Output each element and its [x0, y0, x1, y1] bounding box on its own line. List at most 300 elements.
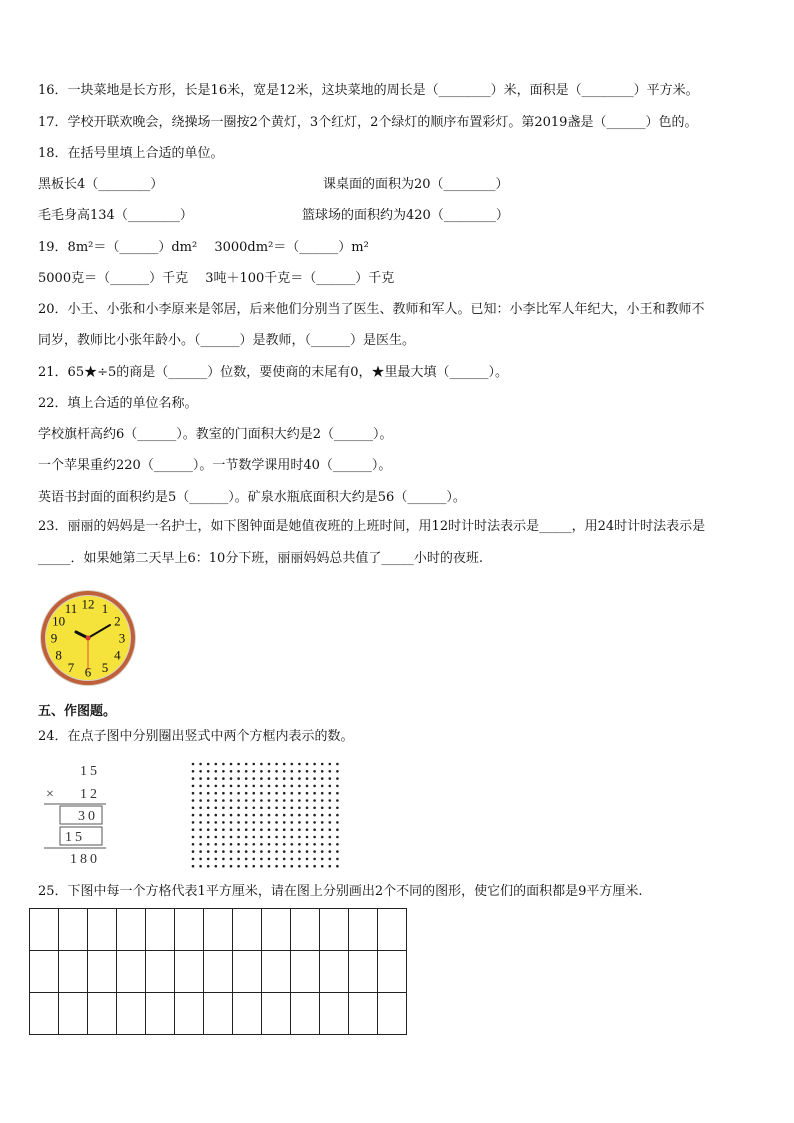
- grid-cell[interactable]: [262, 951, 291, 993]
- grid-dot: [306, 799, 309, 802]
- grid-dot: [275, 799, 278, 802]
- grid-dot: [313, 843, 316, 846]
- grid-dot: [199, 763, 202, 766]
- grid-dot: [329, 828, 332, 831]
- grid-dot: [260, 858, 263, 861]
- grid-dot: [207, 828, 210, 831]
- grid-dot: [192, 828, 195, 831]
- grid-dot: [268, 777, 271, 780]
- grid-dot: [222, 814, 225, 817]
- grid-dot: [268, 799, 271, 802]
- grid-dot: [283, 836, 286, 839]
- grid-dot: [298, 836, 301, 839]
- grid-dot: [298, 763, 301, 766]
- grid-dot: [329, 807, 332, 810]
- grid-dot: [336, 858, 339, 861]
- grid-cell[interactable]: [30, 993, 59, 1035]
- grid-dot: [199, 821, 202, 824]
- grid-cell[interactable]: [378, 909, 407, 951]
- grid-dot: [313, 828, 316, 831]
- grid-cell[interactable]: [349, 951, 378, 993]
- grid-dot: [245, 836, 248, 839]
- grid-dot: [245, 828, 248, 831]
- grid-dot: [199, 777, 202, 780]
- grid-dot: [268, 785, 271, 788]
- grid-dot: [283, 850, 286, 853]
- grid-dot: [207, 770, 210, 773]
- question-18-d: 篮球场的面积约为420（________）: [302, 208, 509, 223]
- grid-dot: [329, 858, 332, 861]
- grid-dot: [321, 777, 324, 780]
- grid-dot: [207, 792, 210, 795]
- question-21: 21．65★÷5的商是（______）位数，要使商的末尾有0，★里最大填（______）。: [38, 365, 509, 380]
- grid-cell[interactable]: [146, 909, 175, 951]
- question-18-b: 课桌面的面积为20（________）: [323, 177, 509, 192]
- grid-dot: [306, 763, 309, 766]
- clock-number: 5: [101, 659, 109, 675]
- grid-cell[interactable]: [262, 993, 291, 1035]
- grid-dot: [192, 792, 195, 795]
- grid-dot: [291, 792, 294, 795]
- grid-dot: [329, 821, 332, 824]
- grid-dot: [291, 821, 294, 824]
- grid-dot: [306, 770, 309, 773]
- question-20-b: 同岁，教师比小张年龄小。（______）是教师，（______）是医生。: [38, 333, 416, 348]
- grid-dot: [283, 799, 286, 802]
- grid-dot: [298, 807, 301, 810]
- grid-dot: [199, 814, 202, 817]
- grid-dot: [291, 785, 294, 788]
- grid-dot: [298, 799, 301, 802]
- clock-number: 6: [84, 664, 92, 680]
- grid-dot: [207, 843, 210, 846]
- grid-dot: [306, 785, 309, 788]
- grid-dot: [275, 828, 278, 831]
- grid-dot: [313, 763, 316, 766]
- grid-dot: [222, 792, 225, 795]
- grid-dot: [215, 792, 218, 795]
- grid-dot: [237, 763, 240, 766]
- grid-dot: [268, 843, 271, 846]
- grid-dot: [230, 814, 233, 817]
- grid-dot: [321, 821, 324, 824]
- grid-dot: [192, 843, 195, 846]
- grid-dot: [237, 821, 240, 824]
- grid-cell[interactable]: [291, 993, 320, 1035]
- grid-dot: [306, 836, 309, 839]
- grid-dot: [215, 770, 218, 773]
- grid-dot: [199, 799, 202, 802]
- grid-dot: [291, 777, 294, 780]
- grid-cell[interactable]: [146, 951, 175, 993]
- grid-dot: [306, 814, 309, 817]
- clock-center: [86, 636, 91, 641]
- grid-dot: [275, 858, 278, 861]
- grid-dot: [215, 850, 218, 853]
- grid-cell[interactable]: [30, 909, 59, 951]
- grid-dot: [336, 807, 339, 810]
- grid-dot: [275, 821, 278, 824]
- grid-dot: [283, 807, 286, 810]
- grid-cell[interactable]: [59, 909, 88, 951]
- grid-dot: [298, 828, 301, 831]
- grid-dot: [329, 785, 332, 788]
- grid-dot: [237, 777, 240, 780]
- grid-cell[interactable]: [59, 951, 88, 993]
- grid-dot: [298, 770, 301, 773]
- grid-dot: [329, 843, 332, 846]
- grid-dot: [253, 828, 256, 831]
- grid-dot: [245, 792, 248, 795]
- grid-dot: [313, 792, 316, 795]
- grid-dot: [336, 792, 339, 795]
- grid-cell[interactable]: [378, 993, 407, 1035]
- section-5-title: 五、作图题。: [38, 704, 117, 719]
- grid-dot: [245, 770, 248, 773]
- grid-dot: [215, 865, 218, 868]
- grid-dot: [230, 858, 233, 861]
- grid-dot: [192, 836, 195, 839]
- grid-dot: [336, 836, 339, 839]
- grid-dot: [336, 785, 339, 788]
- grid-cell[interactable]: [204, 993, 233, 1035]
- grid-cell[interactable]: [175, 951, 204, 993]
- grid-cell[interactable]: [204, 909, 233, 951]
- grid-dot: [215, 836, 218, 839]
- question-22-title: 22．填上合适的单位名称。: [38, 396, 198, 411]
- grid-cell[interactable]: [88, 909, 117, 951]
- grid-dot: [275, 814, 278, 817]
- grid-dot: [291, 850, 294, 853]
- grid-dot: [207, 807, 210, 810]
- grid-cell[interactable]: [320, 909, 349, 951]
- grid-dot: [275, 836, 278, 839]
- grid-dot: [313, 836, 316, 839]
- question-17: 17．学校开联欢晚会，绕操场一圈按2个黄灯，3个红灯，2个绿灯的顺序布置彩灯。第2019盏是（______）色的。: [38, 115, 698, 130]
- grid-dot: [260, 807, 263, 810]
- grid-dot: [237, 792, 240, 795]
- grid-dot: [336, 821, 339, 824]
- grid-dot: [207, 858, 210, 861]
- mult-bottom: 12: [80, 787, 100, 802]
- grid-cell[interactable]: [291, 951, 320, 993]
- grid-dot: [336, 865, 339, 868]
- grid-cell[interactable]: [349, 993, 378, 1035]
- grid-dot: [199, 850, 202, 853]
- grid-dot: [275, 843, 278, 846]
- grid-dot: [283, 792, 286, 795]
- grid-dot: [192, 821, 195, 824]
- grid-dot: [215, 785, 218, 788]
- grid-dot: [237, 843, 240, 846]
- grid-dot: [268, 850, 271, 853]
- grid-dot: [291, 770, 294, 773]
- grid-dot: [283, 777, 286, 780]
- grid-dot: [207, 836, 210, 839]
- grid-dot: [207, 850, 210, 853]
- grid-dot: [192, 777, 195, 780]
- grid-dot: [199, 828, 202, 831]
- grid-dot: [237, 785, 240, 788]
- grid-dot: [260, 828, 263, 831]
- question-22-b: 一个苹果重约220（______）。一节数学课用时40（______）。: [38, 458, 392, 473]
- question-24: 24．在点子图中分别圈出竖式中两个方框内表示的数。: [38, 729, 354, 744]
- grid-dot: [275, 807, 278, 810]
- grid-dot: [245, 814, 248, 817]
- grid-dot: [222, 799, 225, 802]
- grid-dot: [298, 814, 301, 817]
- grid-dot: [275, 777, 278, 780]
- grid-dot: [306, 850, 309, 853]
- grid-dot: [336, 843, 339, 846]
- grid-dot: [283, 858, 286, 861]
- grid-dot: [291, 807, 294, 810]
- grid-dot: [268, 865, 271, 868]
- grid-dot: [306, 858, 309, 861]
- grid-dot: [306, 821, 309, 824]
- grid-dot: [283, 843, 286, 846]
- grid-dot: [237, 799, 240, 802]
- grid-dot: [321, 836, 324, 839]
- grid-dot: [283, 785, 286, 788]
- dot-grid[interactable]: [190, 761, 340, 869]
- grid-dot: [313, 865, 316, 868]
- question-18-title: 18．在括号里填上合适的单位。: [38, 146, 224, 161]
- grid-dot: [329, 763, 332, 766]
- grid-dot: [253, 785, 256, 788]
- grid-dot: [230, 785, 233, 788]
- grid-dot: [268, 792, 271, 795]
- grid-dot: [253, 799, 256, 802]
- mult-top: 15: [80, 764, 100, 779]
- grid-cell[interactable]: [320, 993, 349, 1035]
- grid-dot: [336, 799, 339, 802]
- grid-dot: [215, 807, 218, 810]
- grid-dot: [245, 807, 248, 810]
- grid-dot: [192, 807, 195, 810]
- clock-number: 8: [55, 647, 62, 663]
- grid-dot: [268, 828, 271, 831]
- grid-dot: [283, 821, 286, 824]
- grid-dot: [306, 828, 309, 831]
- grid-dot: [291, 814, 294, 817]
- grid-dot: [230, 821, 233, 824]
- grid-dot: [260, 785, 263, 788]
- grid-dot: [283, 828, 286, 831]
- grid-dot: [245, 799, 248, 802]
- grid-dot: [222, 865, 225, 868]
- grid-cell[interactable]: [262, 909, 291, 951]
- grid-cell[interactable]: [349, 909, 378, 951]
- grid-dot: [230, 763, 233, 766]
- grid-dot: [207, 799, 210, 802]
- grid-dot: [275, 763, 278, 766]
- grid-dot: [253, 777, 256, 780]
- grid-dot: [313, 785, 316, 788]
- grid-cell[interactable]: [88, 993, 117, 1035]
- grid-dot: [215, 763, 218, 766]
- grid-dot: [291, 828, 294, 831]
- grid-dot: [260, 850, 263, 853]
- grid-cell[interactable]: [175, 993, 204, 1035]
- question-22-c: 英语书封面的面积约是5（______）。矿泉水瓶底面积大约是56（______）。: [38, 490, 466, 505]
- grid-cell[interactable]: [59, 993, 88, 1035]
- grid-cell[interactable]: [175, 909, 204, 951]
- grid-dot: [215, 828, 218, 831]
- grid-dot: [253, 858, 256, 861]
- grid-dot: [192, 850, 195, 853]
- grid-dot: [313, 770, 316, 773]
- grid-dot: [306, 865, 309, 868]
- grid-dot: [199, 792, 202, 795]
- grid-cell[interactable]: [233, 951, 262, 993]
- grid-dot: [222, 828, 225, 831]
- grid-dot: [313, 814, 316, 817]
- grid-dot: [207, 763, 210, 766]
- mult-sign: ×: [46, 787, 54, 802]
- grid-dot: [222, 836, 225, 839]
- grid-dot: [275, 850, 278, 853]
- clock-number: 10: [52, 613, 66, 629]
- grid-dot: [275, 770, 278, 773]
- grid-dot: [207, 821, 210, 824]
- grid-dot: [192, 785, 195, 788]
- grid-dot: [336, 770, 339, 773]
- clock-number: 4: [114, 647, 121, 663]
- grid-dot: [237, 770, 240, 773]
- grid-dot: [207, 777, 210, 780]
- grid-dot: [245, 763, 248, 766]
- grid-dot: [321, 792, 324, 795]
- question-19-a: 19．8m²＝（______）dm² 3000dm²＝（______）m²: [38, 240, 369, 255]
- mult-result: 180: [70, 852, 100, 867]
- question-25: 25．下图中每一个方格代表1平方厘米，请在图上分别画出2个不同的图形，使它们的面积都是9平方厘米.: [38, 884, 643, 899]
- question-23-a: 23．丽丽的妈妈是一名护士，如下图钟面是她值夜班的上班时间，用12时计时法表示是_____，用24时计时法表示是: [38, 519, 706, 534]
- grid-dot: [260, 821, 263, 824]
- grid-dot: [230, 850, 233, 853]
- grid-dot: [298, 865, 301, 868]
- question-20-a: 20．小王、小张和小李原来是邻居，后来他们分别当了医生、教师和军人。已知：小李比军人年纪大，小王和教师不: [38, 302, 705, 317]
- grid-dot: [253, 763, 256, 766]
- grid-dot: [313, 858, 316, 861]
- grid-dot: [291, 799, 294, 802]
- grid-dot: [245, 850, 248, 853]
- grid-dot: [260, 792, 263, 795]
- grid-cell[interactable]: [117, 951, 146, 993]
- clock-number: 2: [114, 613, 121, 629]
- grid-dot: [268, 770, 271, 773]
- grid-dot: [275, 785, 278, 788]
- grid-dot: [222, 763, 225, 766]
- grid-cell[interactable]: [117, 993, 146, 1035]
- grid-cell[interactable]: [146, 993, 175, 1035]
- grid-dot: [291, 858, 294, 861]
- grid-dot: [321, 785, 324, 788]
- grid-dot: [192, 770, 195, 773]
- grid-dot: [321, 858, 324, 861]
- grid-dot: [260, 836, 263, 839]
- grid-dot: [199, 865, 202, 868]
- grid-dot: [237, 814, 240, 817]
- grid-dot: [245, 785, 248, 788]
- clock-number: 12: [81, 596, 95, 612]
- grid-cell[interactable]: [204, 951, 233, 993]
- grid-cell[interactable]: [291, 909, 320, 951]
- grid-cell[interactable]: [117, 909, 146, 951]
- clock-number: 9: [50, 630, 58, 646]
- question-23-b: _____．如果她第二天早上6：10分下班，丽丽妈妈总共值了_____小时的夜班.: [38, 551, 483, 566]
- grid-dot: [306, 843, 309, 846]
- grid-dot: [207, 814, 210, 817]
- grid-dot: [199, 770, 202, 773]
- square-grid[interactable]: [29, 908, 409, 1036]
- grid-dot: [329, 850, 332, 853]
- grid-cell[interactable]: [320, 951, 349, 993]
- grid-dot: [336, 777, 339, 780]
- grid-cell[interactable]: [30, 951, 59, 993]
- grid-dot: [230, 865, 233, 868]
- grid-dot: [215, 777, 218, 780]
- grid-dot: [230, 836, 233, 839]
- grid-dot: [230, 807, 233, 810]
- grid-dot: [268, 821, 271, 824]
- grid-dot: [260, 814, 263, 817]
- grid-cell[interactable]: [378, 951, 407, 993]
- grid-dot: [215, 843, 218, 846]
- grid-dot: [313, 777, 316, 780]
- vertical-multiplication: [40, 759, 110, 867]
- grid-dot: [230, 792, 233, 795]
- grid-dot: [245, 865, 248, 868]
- grid-dot: [253, 814, 256, 817]
- question-22-a: 学校旗杆高约6（______）。教室的门面积大约是2（______）。: [38, 427, 393, 442]
- grid-dot: [192, 799, 195, 802]
- grid-dot: [207, 865, 210, 868]
- grid-dot: [336, 814, 339, 817]
- grid-dot: [230, 770, 233, 773]
- grid-dot: [222, 785, 225, 788]
- grid-dot: [253, 770, 256, 773]
- grid-dot: [253, 865, 256, 868]
- grid-dot: [268, 763, 271, 766]
- grid-dot: [260, 763, 263, 766]
- grid-dot: [199, 836, 202, 839]
- grid-dot: [230, 828, 233, 831]
- grid-dot: [283, 763, 286, 766]
- grid-cell[interactable]: [233, 993, 262, 1035]
- clock-number: 7: [67, 659, 75, 675]
- grid-dot: [260, 777, 263, 780]
- grid-dot: [245, 777, 248, 780]
- grid-dot: [321, 814, 324, 817]
- grid-dot: [207, 785, 210, 788]
- grid-dot: [199, 858, 202, 861]
- grid-dot: [298, 785, 301, 788]
- grid-dot: [306, 777, 309, 780]
- grid-cell[interactable]: [233, 909, 262, 951]
- question-16: 16．一块菜地是长方形，长是16米，宽是12米，这块菜地的周长是（________）米，面积是（________）平方米。: [38, 83, 699, 98]
- grid-dot: [268, 807, 271, 810]
- grid-dot: [237, 807, 240, 810]
- grid-dot: [321, 865, 324, 868]
- grid-dot: [237, 865, 240, 868]
- grid-dot: [260, 770, 263, 773]
- grid-dot: [237, 850, 240, 853]
- grid-dot: [321, 850, 324, 853]
- grid-dot: [291, 763, 294, 766]
- grid-dot: [336, 763, 339, 766]
- grid-cell[interactable]: [88, 951, 117, 993]
